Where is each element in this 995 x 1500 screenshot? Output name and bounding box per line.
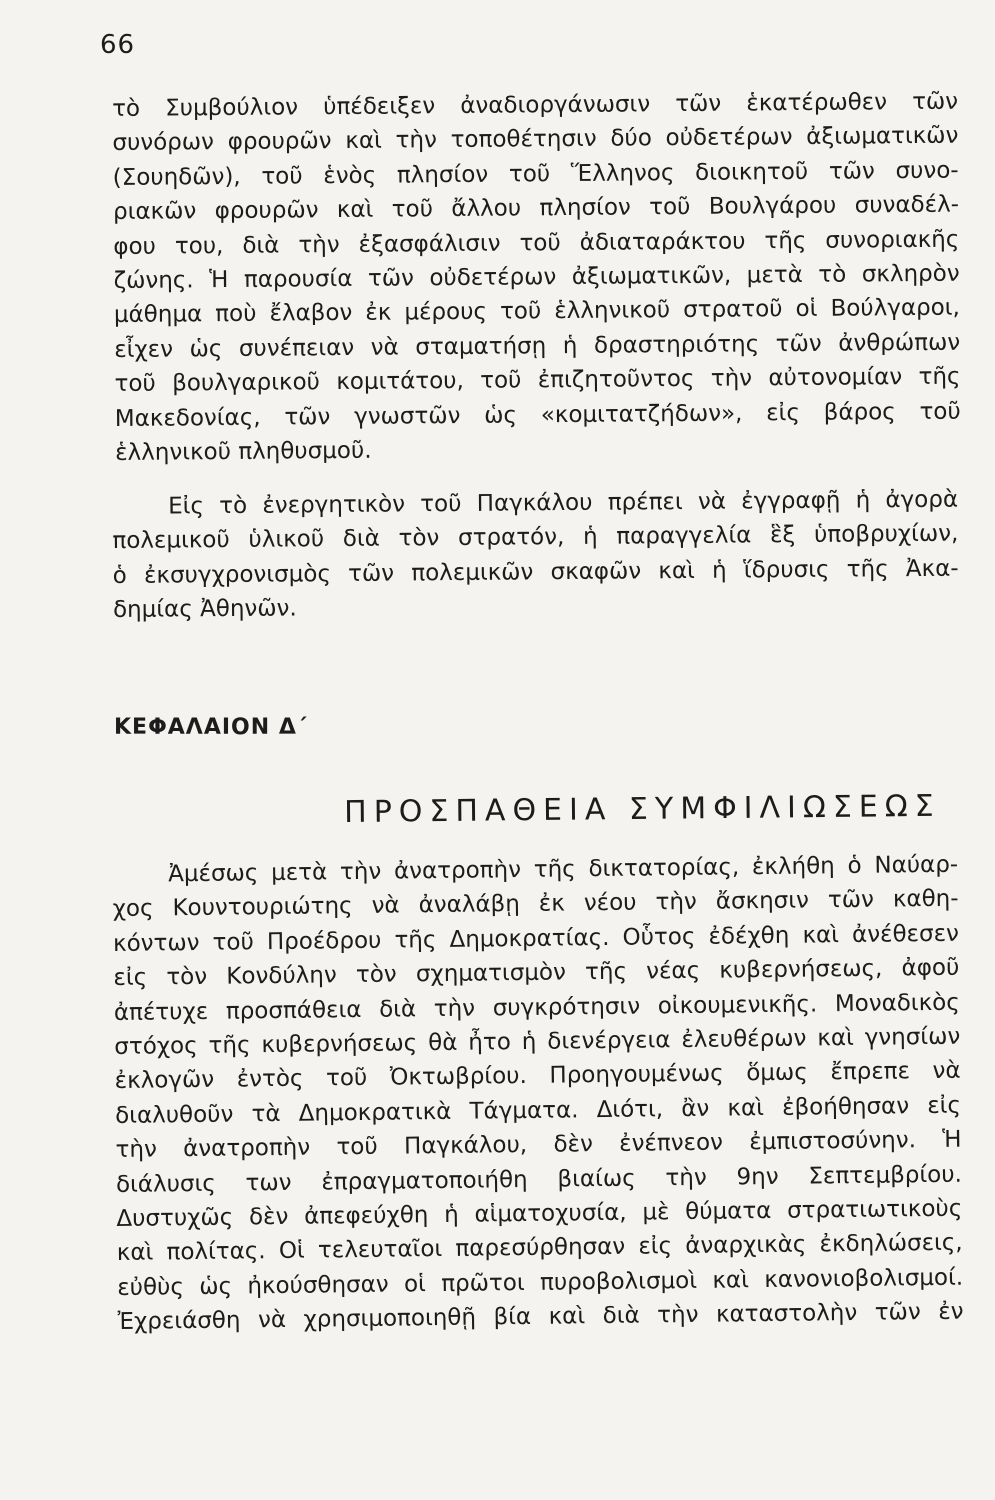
text-line: Μακεδονίας, τῶν γνωστῶν ὡς «κομιτατζήδων», εἰς βάρος τοῦ: [114, 398, 961, 432]
page-number: 66: [100, 30, 136, 60]
text-line: εἶχεν ὡς συνέπειαν νὰ σταματήσῃ ἡ δραστηριότης τῶν ἀνθρώπων: [114, 329, 961, 363]
paragraph-2: [112, 483, 959, 628]
text-line: Ἀμέσως μετὰ τὴν ἀνατροπὴν τῆς δικτατορίας, ἐκλήθη ὁ Ναύαρ-: [168, 851, 959, 888]
text-line: ἀπέτυχε προσπάθεια διὰ τὴν συγκρότησιν οἰκουμενικῆς. Μοναδικὸς: [113, 989, 960, 1026]
text-line: ἐκλογῶν ἐντὸς τοῦ Ὀκτωβρίου. Προηγουμένως ὅμως ἔπρεπε νὰ: [114, 1058, 961, 1095]
text-line: Ἐχρειάσθη νὰ χρησιμοποιηθῇ βία καὶ διὰ τὴν καταστολὴν τῶν ἐν: [117, 1298, 964, 1336]
text-line: Εἰς τὸ ἐνεργητικὸν τοῦ Παγκάλου πρέπει νὰ ἐγγραφῇ ἡ ἀγορὰ: [168, 486, 959, 520]
text-line: τὴν ἀνατροπὴν τοῦ Παγκάλου, δὲν ἐνέπνεον ἐμπιστοσύνην. Ἡ: [115, 1126, 962, 1164]
text-line: εἰς τὸν Κονδύλην τὸν σχηματισμὸν τῆς νέας κυβερνήσεως, ἀφοῦ: [113, 954, 960, 992]
text-line: διαλυθοῦν τὰ Δημοκρατικὰ Τάγματα. Διότι, ἂν καὶ ἐβοήθησαν εἰς: [114, 1092, 962, 1129]
text-line: ὁ ἐκσυγχρονισμὸς τῶν πολεμικῶν σκαφῶν καὶ ἡ ἵδρυσις τῆς Ἀκα-: [112, 555, 959, 589]
text-line: χος Κουντουριώτης νὰ ἀναλάβῃ ἐκ νέου τὴν ἄσκησιν τῶν καθη-: [112, 886, 959, 923]
text-line: καὶ πολίτας. Οἱ τελευταῖοι παρεσύρθησαν εἰς ἀναρχικὰς ἐκδηλώσεις,: [116, 1230, 963, 1267]
text-line: στόχος τῆς κυβερνήσεως θὰ ἦτο ἡ διενέργεια ἐλευθέρων καὶ γνησίων: [114, 1023, 961, 1061]
text-line: Δυστυχῶς δὲν ἀπεφεύχθη ἡ αἱματοχυσία, μὲ θύματα στρατιωτικοὺς: [116, 1195, 963, 1233]
text-line: δημίας Ἀθηνῶν.: [112, 595, 297, 624]
paragraph-1: [112, 85, 961, 471]
text-line: συνόρων φρουρῶν καὶ τὴν τοποθέτησιν δύο οὐδετέρων ἀξιωματικῶν: [112, 123, 959, 157]
text-line: πολεμικοῦ ὑλικοῦ διὰ τὸν στρατόν, ἡ παραγγελία ἓξ ὑποβρυχίων,: [112, 521, 959, 555]
text-line: τὸ Συμβούλιον ὑπέδειξεν ἀναδιοργάνωσιν τῶν ἑκατέρωθεν τῶν: [112, 88, 959, 122]
text-line: μάθημα ποὺ ἔλαβον ἐκ μέρους τοῦ ἑλληνικοῦ στρατοῦ οἱ Βούλγαροι,: [113, 295, 960, 329]
text-line: κόντων τοῦ Προέδρου τῆς Δημοκρατίας. Οὗτος ἐδέχθη καὶ ἀνέθεσεν: [112, 920, 960, 957]
chapter-title: ΠΡΟΣΠΑΘΕΙΑ ΣΥΜΦΙΛΙΩΣΕΩΣ: [344, 788, 941, 830]
chapter-label: ΚΕΦΑΛΑΙΟΝ Δ΄: [114, 715, 308, 740]
text-line: ἑλληνικοῦ πληθυσμοῦ.: [115, 437, 372, 467]
text-line: εὐθὺς ὡς ἠκούσθησαν οἱ πρῶτοι πυροβολισμοὶ καὶ κανονιοβολισμοί.: [117, 1264, 964, 1301]
paragraph-3: [112, 848, 964, 1340]
text-line: ριακῶν φρουρῶν καὶ τοῦ ἄλλου πλησίον τοῦ Βουλγάρου συναδέλ-: [112, 191, 960, 226]
text-line: τοῦ βουλγαρικοῦ κομιτάτου, τοῦ ἐπιζητοῦντος τὴν αὐτονομίαν τῆς: [114, 363, 961, 398]
text-line: (Σουηδῶν), τοῦ ἑνὸς πλησίον τοῦ Ἕλληνος διοικητοῦ τῶν συνο-: [112, 157, 959, 191]
text-line: φου του, διὰ τὴν ἐξασφάλισιν τοῦ ἀδιαταράκτου τῆς συνοριακῆς: [113, 226, 960, 260]
text-line: ζώνης. Ἡ παρουσία τῶν οὐδετέρων ἀξιωματικῶν, μετὰ τὸ σκληρὸν: [113, 260, 960, 295]
text-line: διάλυσις των ἐπραγματοποιήθη βιαίως τὴν 9ην Σεπτεμβρίου.: [115, 1161, 963, 1198]
